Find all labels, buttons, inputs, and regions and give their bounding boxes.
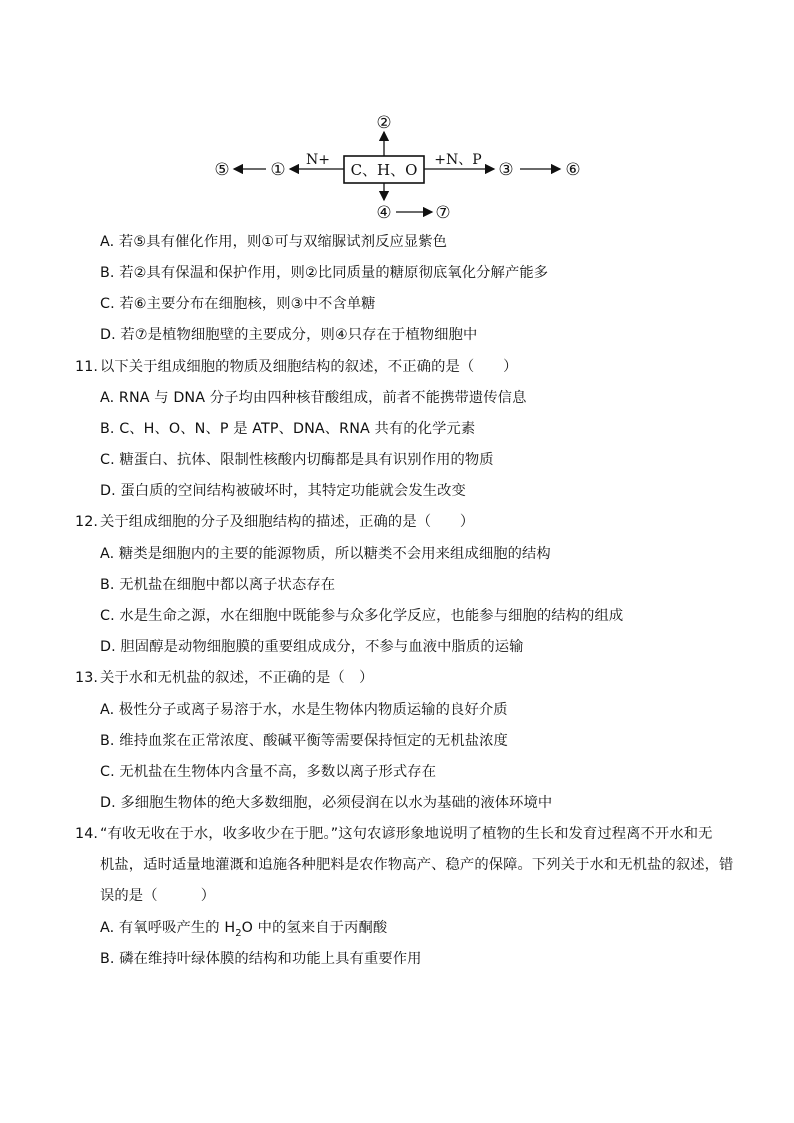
q14-option-a-text: A. 有氧呼吸产生的 H — [100, 920, 236, 936]
node-1: ① — [270, 160, 286, 180]
q10-option-a: A. 若⑤具有催化作用，则①可与双缩脲试剂反应显紫色 — [100, 234, 448, 250]
elements-box-label: C、H、O — [350, 161, 418, 179]
q12-stem — [75, 512, 474, 532]
q13-option-a: A. 极性分子或离子易溶于水，水是生物体内物质运输的良好介质 — [100, 702, 508, 718]
node-6: ⑥ — [565, 160, 581, 180]
q10-option-c: C. 若⑥主要分布在细胞核，则③中不含单糖 — [100, 296, 376, 312]
right-arrow-label: +N、P — [434, 152, 482, 168]
node-2: ② — [376, 113, 392, 133]
q14-stem-line-2: 机盐，适时适量地灌溉和追施各种肥料是农作物高产、稳产的保障。下列关于水和无机盐的叙述，错 — [100, 857, 734, 873]
q12-option-b: B. 无机盐在细胞中都以离子状态存在 — [100, 577, 336, 593]
q13-stem — [75, 668, 374, 688]
q13-number: 13. — [75, 670, 99, 686]
q12-option-a: A. 糖类是细胞内的主要的能源物质，所以糖类不会用来组成细胞的结构 — [100, 546, 551, 562]
node-3: ③ — [498, 160, 514, 180]
q11-option-d: D. 蛋白质的空间结构被破坏时，其特定功能就会发生改变 — [100, 483, 466, 499]
q11-option-b: B. C、H、O、N、P 是 ATP、DNA、RNA 共有的化学元素 — [100, 421, 476, 437]
q10-option-d: D. 若⑦是植物细胞壁的主要成分，则④只存在于植物细胞中 — [100, 327, 478, 343]
q11-stem-text: 以下关于组成细胞的物质及细胞结构的叙述，不正确的是（ ） — [100, 359, 518, 375]
node-5: ⑤ — [214, 160, 230, 180]
q14-option-a — [100, 918, 387, 944]
q12-option-d: D. 胆固醇是动物细胞膜的重要组成成分，不参与血液中脂质的运输 — [100, 639, 524, 655]
node-7: ⑦ — [435, 203, 451, 223]
q13-option-c: C. 无机盐在生物体内含量不高，多数以离子形式存在 — [100, 764, 437, 780]
q13-stem-text: 关于水和无机盐的叙述，不正确的是（ ） — [100, 670, 374, 686]
q14-option-b: B. 磷在维持叶绿体膜的结构和功能上具有重要作用 — [100, 951, 422, 967]
q12-number: 12. — [75, 514, 99, 530]
q11-option-c: C. 糖蛋白、抗体、限制性核酸内切酶都是具有识别作用的物质 — [100, 452, 494, 468]
q11-stem — [75, 357, 518, 377]
q14-stem — [75, 824, 713, 844]
node-4: ④ — [376, 203, 392, 223]
left-arrow-label: N+ — [306, 152, 330, 168]
q11-number: 11. — [75, 359, 99, 375]
q14-number: 14. — [75, 826, 99, 842]
q12-stem-text: 关于组成细胞的分子及细胞结构的描述，正确的是（ ） — [100, 514, 475, 530]
q11-option-a: A. RNA 与 DNA 分子均由四种核苷酸组成，前者不能携带遗传信息 — [100, 390, 527, 406]
q12-option-c: C. 水是生命之源，水在细胞中既能参与众多化学反应，也能参与细胞的结构的组成 — [100, 608, 624, 624]
q14-option-a-subscript: 2 — [235, 927, 242, 939]
q14-option-a-text-end: O 中的氢来自于丙酮酸 — [241, 920, 388, 936]
q13-option-d: D. 多细胞生物体的绝大多数细胞，必须侵润在以水为基础的液体环境中 — [100, 795, 553, 811]
q14-stem-line-3: 误的是（ ） — [100, 888, 216, 904]
q10-option-b: B. 若②具有保温和保护作用，则②比同质量的糖原彻底氧化分解产能多 — [100, 265, 549, 281]
q13-option-b: B. 维持血浆在正常浓度、酸碱平衡等需要保持恒定的无机盐浓度 — [100, 733, 508, 749]
q14-stem-line-1: “有收无收在于水，收多收少在于肥。”这句农谚形象地说明了植物的生长和发育过程离不开水和无 — [100, 826, 713, 842]
biomolecule-diagram — [200, 108, 600, 230]
